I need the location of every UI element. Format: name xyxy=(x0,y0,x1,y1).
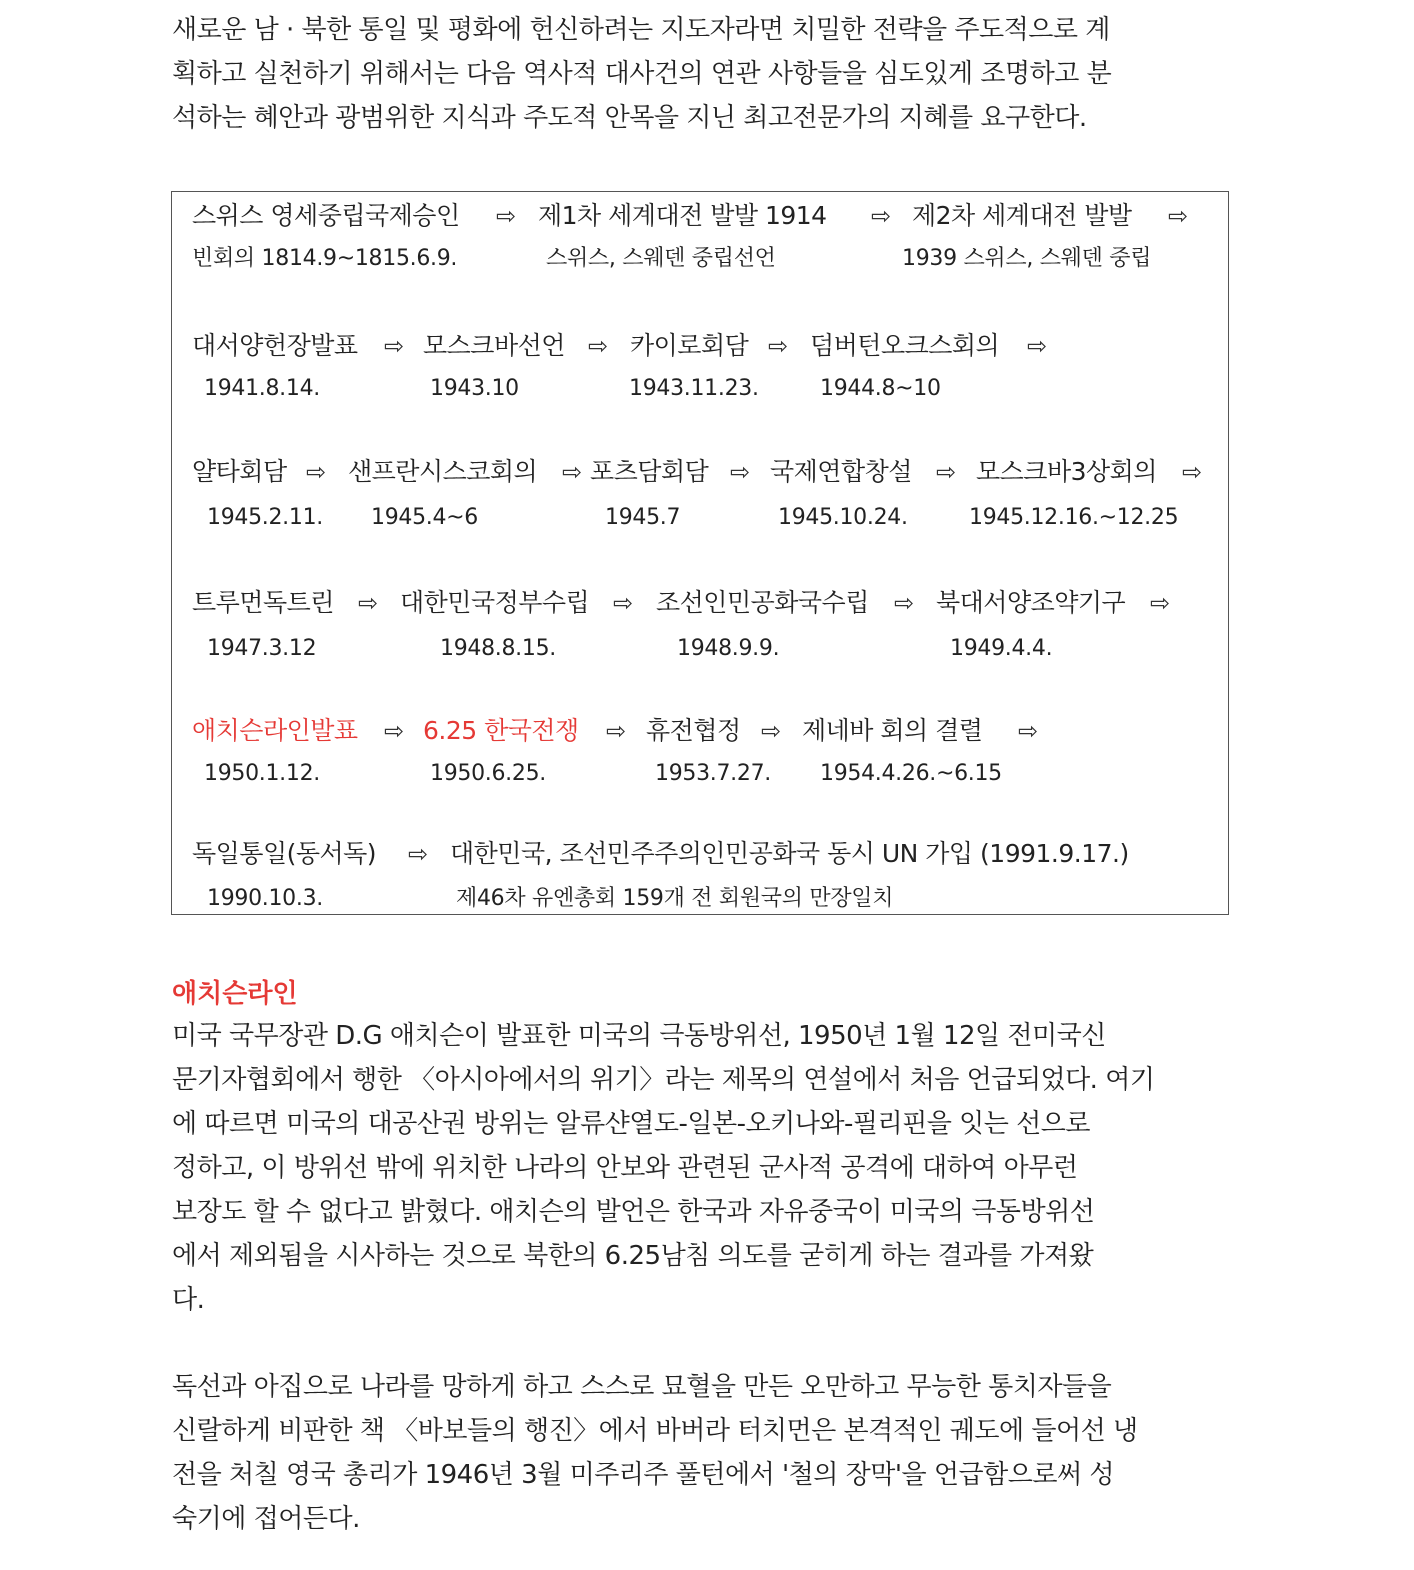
arrow-icon: ⇨ xyxy=(384,332,404,360)
event-korean-war: 6.25 한국전쟁 xyxy=(423,716,579,745)
date: 1945.4~6 xyxy=(371,505,479,530)
closing-line: 전을 처칠 영국 총리가 1946년 3월 미주리주 풀턴에서 '철의 장막'을 언급함으로써 성 xyxy=(172,1460,1115,1490)
arrow-icon: ⇨ xyxy=(606,717,626,745)
arrow-icon: ⇨ xyxy=(768,332,788,360)
date: 1950.1.12. xyxy=(204,761,320,786)
body-line: 정하고, 이 방위선 밖에 위치한 나라의 안보와 관련된 군사적 공격에 대하여 아무런 xyxy=(172,1153,1078,1183)
arrow-icon: ⇨ xyxy=(871,202,891,230)
arrow-icon: ⇨ xyxy=(1182,458,1202,486)
date: 1953.7.27. xyxy=(655,761,771,786)
event-dprk-founding: 조선인민공화국수립 xyxy=(656,588,869,617)
event-german-reunification: 독일통일(동서독) xyxy=(192,839,377,868)
arrow-icon: ⇨ xyxy=(730,458,750,486)
event-moscow-conference: 모스크바3상회의 xyxy=(976,457,1157,486)
closing-paragraph xyxy=(172,1365,1196,1541)
event-atlantic-charter: 대서양헌장발표 xyxy=(192,331,358,360)
arrow-icon: ⇨ xyxy=(562,458,582,486)
body-line: 미국 국무장관 D.G 애치슨이 발표한 미국의 극동방위선, 1950년 1월 12일 전미국신 xyxy=(172,1021,1106,1051)
arrow-icon: ⇨ xyxy=(1027,332,1047,360)
closing-line: 독선과 아집으로 나라를 망하게 하고 스스로 묘혈을 만든 오만하고 무능한 통치자들을 xyxy=(172,1372,1112,1402)
event-yalta: 얄타회담 xyxy=(192,457,287,486)
event-ww1: 제1차 세계대전 발발 1914 xyxy=(538,201,827,230)
arrow-icon: ⇨ xyxy=(761,717,781,745)
event-dumbarton: 덤버턴오크스회의 xyxy=(810,331,1000,360)
date: 1943.10 xyxy=(430,376,519,401)
acheson-paragraph xyxy=(172,1014,1196,1322)
intro-line: 획하고 실천하기 위해서는 다음 역사적 대사건의 연관 사항들을 심도있게 조명하고 분 xyxy=(172,59,1112,89)
body-line: 에 따르면 미국의 대공산권 방위는 알류샨열도-일본-오키나와-필리핀을 잇는 선으로 xyxy=(172,1109,1090,1139)
event-swiss-neutrality: 스위스 영세중립국제승인 xyxy=(192,201,460,230)
date: 1949.4.4. xyxy=(950,636,1053,661)
event-armistice: 휴전협정 xyxy=(646,716,741,745)
arrow-icon: ⇨ xyxy=(306,458,326,486)
closing-line: 숙기에 접어든다. xyxy=(172,1504,360,1534)
body-line: 보장도 할 수 없다고 밝혔다. 애치슨의 발언은 한국과 자유중국이 미국의 극동방위선 xyxy=(172,1197,1095,1227)
arrow-icon: ⇨ xyxy=(613,589,633,617)
arrow-icon: ⇨ xyxy=(496,202,516,230)
date-ww2-neutral: 1939 스위스, 스웨덴 중립 xyxy=(902,246,1152,271)
date-ww1-neutral: 스위스, 스웨덴 중립선언 xyxy=(546,246,776,271)
arrow-icon: ⇨ xyxy=(384,717,404,745)
event-nato: 북대서양조약기구 xyxy=(936,588,1126,617)
date-un-general-assembly: 제46차 유엔총회 159개 전 회원국의 만장일치 xyxy=(456,886,894,911)
arrow-icon: ⇨ xyxy=(1018,717,1038,745)
arrow-icon: ⇨ xyxy=(588,332,608,360)
date: 1954.4.26.~6.15 xyxy=(820,761,1002,786)
event-truman-doctrine: 트루먼독트린 xyxy=(192,588,334,617)
date: 1945.2.11. xyxy=(207,505,323,530)
date: 1945.10.24. xyxy=(778,505,908,530)
arrow-icon: ⇨ xyxy=(358,589,378,617)
timeline-box xyxy=(171,191,1229,915)
date: 1990.10.3. xyxy=(207,886,323,911)
arrow-icon: ⇨ xyxy=(894,589,914,617)
event-un-admission: 대한민국, 조선민주주의인민공화국 동시 UN 가입 (1991.9.17.) xyxy=(450,839,1129,868)
date-vienna: 빈회의 1814.9~1815.6.9. xyxy=(192,246,458,271)
arrow-icon: ⇨ xyxy=(408,840,428,868)
arrow-icon: ⇨ xyxy=(1168,202,1188,230)
arrow-icon: ⇨ xyxy=(936,458,956,486)
date: 1948.8.15. xyxy=(440,636,556,661)
event-cairo: 카이로회담 xyxy=(630,331,749,360)
event-moscow-declaration: 모스크바선언 xyxy=(423,331,565,360)
section-title: 애치슨라인 xyxy=(172,979,298,1009)
event-ww2: 제2차 세계대전 발발 xyxy=(912,201,1132,230)
date: 1950.6.25. xyxy=(430,761,546,786)
date: 1944.8~10 xyxy=(820,376,941,401)
date: 1948.9.9. xyxy=(677,636,780,661)
closing-line: 신랄하게 비판한 책 〈바보들의 행진〉에서 바버라 터치먼은 본격적인 궤도에 들어선 냉 xyxy=(172,1416,1138,1446)
date: 1943.11.23. xyxy=(629,376,759,401)
date: 1945.7 xyxy=(605,505,681,530)
event-geneva-conference: 제네바 회의 결렬 xyxy=(802,716,983,745)
event-san-francisco: 샌프란시스코회의 xyxy=(348,457,538,486)
date: 1945.12.16.~12.25 xyxy=(969,505,1179,530)
event-acheson-line: 애치슨라인발표 xyxy=(192,716,358,745)
intro-line: 석하는 혜안과 광범위한 지식과 주도적 안목을 지닌 최고전문가의 지혜를 요구한다. xyxy=(172,103,1087,133)
event-un-founding: 국제연합창설 xyxy=(770,457,912,486)
date: 1941.8.14. xyxy=(204,376,320,401)
intro-paragraph xyxy=(172,8,1196,140)
body-line: 문기자협회에서 행한 〈아시아에서의 위기〉라는 제목의 연설에서 처음 언급되었다. 여기 xyxy=(172,1065,1155,1095)
event-potsdam: 포츠담회담 xyxy=(590,457,709,486)
body-line: 다. xyxy=(172,1285,205,1315)
event-rok-government: 대한민국정부수립 xyxy=(400,588,590,617)
body-line: 에서 제외됨을 시사하는 것으로 북한의 6.25남침 의도를 굳히게 하는 결과를 가져왔 xyxy=(172,1241,1094,1271)
date: 1947.3.12 xyxy=(207,636,317,661)
intro-line: 새로운 남 · 북한 통일 및 평화에 헌신하려는 지도자라면 치밀한 전략을 주도적으로 계 xyxy=(172,15,1110,45)
arrow-icon: ⇨ xyxy=(1150,589,1170,617)
